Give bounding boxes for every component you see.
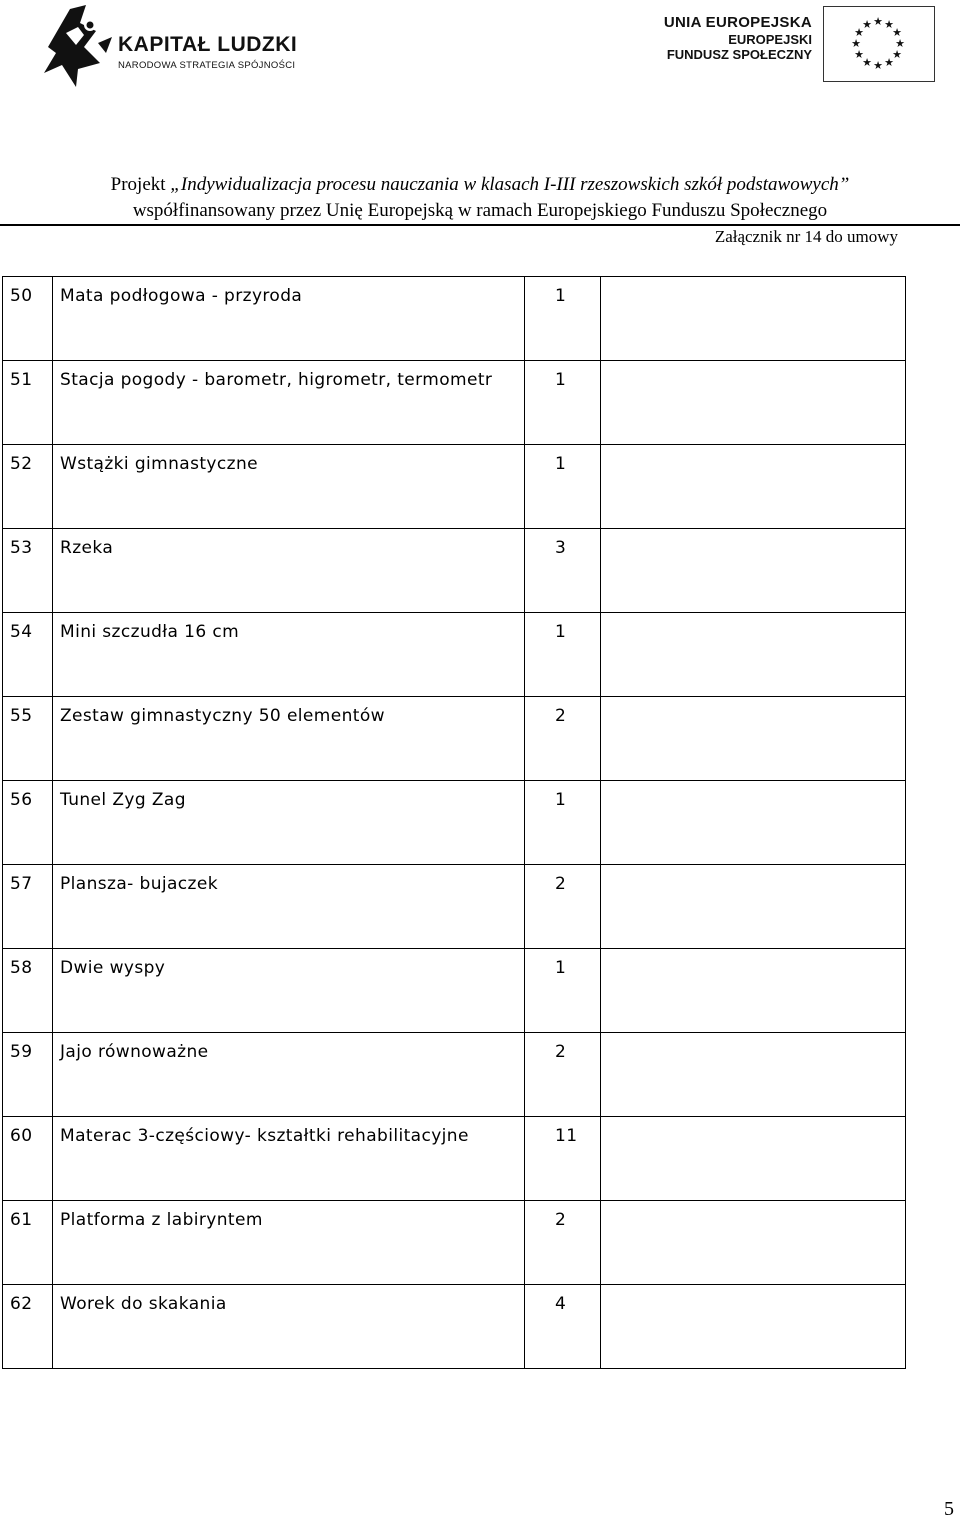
item-name: Tunel Zyg Zag bbox=[53, 781, 525, 865]
table-row bbox=[3, 1285, 906, 1369]
item-quantity: 2 bbox=[525, 865, 601, 949]
svg-text:★: ★ bbox=[862, 18, 872, 31]
item-notes-cell bbox=[601, 445, 906, 529]
eu-logo bbox=[650, 6, 940, 86]
eu-logo-line3: FUNDUSZ SPOŁECZNY bbox=[666, 47, 812, 63]
item-quantity: 1 bbox=[525, 361, 601, 445]
table-row bbox=[3, 697, 906, 781]
eu-logo-line1: UNIA EUROPEJSKA bbox=[663, 14, 812, 31]
item-quantity: 1 bbox=[525, 781, 601, 865]
item-notes-cell bbox=[601, 277, 906, 361]
row-number: 53 bbox=[3, 529, 53, 613]
item-quantity: 3 bbox=[525, 529, 601, 613]
row-number: 50 bbox=[3, 277, 53, 361]
svg-text:★: ★ bbox=[862, 56, 872, 69]
svg-text:★: ★ bbox=[892, 26, 902, 39]
table-row bbox=[3, 1117, 906, 1201]
project-title: „Indywidualizacja procesu nauczania w klasach I-III rzeszowskich szkół podstawowych” bbox=[170, 174, 850, 195]
row-number: 51 bbox=[3, 361, 53, 445]
svg-text:★: ★ bbox=[892, 48, 902, 61]
row-number: 61 bbox=[3, 1201, 53, 1285]
item-name: Wstążki gimnastyczne bbox=[53, 445, 525, 529]
eu-logo-text bbox=[664, 14, 812, 62]
row-number: 62 bbox=[3, 1285, 53, 1369]
svg-text:★: ★ bbox=[884, 56, 894, 69]
table-row bbox=[3, 781, 906, 865]
item-notes-cell bbox=[601, 1117, 906, 1201]
project-title-line bbox=[0, 172, 960, 198]
item-notes-cell bbox=[601, 1201, 906, 1285]
item-quantity: 2 bbox=[525, 1201, 601, 1285]
row-number: 60 bbox=[3, 1117, 53, 1201]
item-notes-cell bbox=[601, 1285, 906, 1369]
kapital-ludzki-subtitle: NARODOWA STRATEGIA SPÓJNOŚCI bbox=[118, 60, 296, 71]
items-table bbox=[2, 276, 906, 1369]
item-quantity: 1 bbox=[525, 277, 601, 361]
items-table-body bbox=[3, 277, 906, 1369]
table-row bbox=[3, 361, 906, 445]
item-notes-cell bbox=[601, 865, 906, 949]
eu-flag-icon bbox=[823, 6, 935, 82]
item-notes-cell bbox=[601, 781, 906, 865]
row-number: 55 bbox=[3, 697, 53, 781]
project-label: Projekt bbox=[110, 174, 166, 195]
item-notes-cell bbox=[601, 697, 906, 781]
item-name: Stacja pogody - barometr, higrometr, termometr bbox=[53, 361, 525, 445]
item-quantity: 2 bbox=[525, 1033, 601, 1117]
item-name: Platforma z labiryntem bbox=[53, 1201, 525, 1285]
svg-text:★: ★ bbox=[851, 37, 861, 50]
item-quantity: 1 bbox=[525, 613, 601, 697]
item-name: Dwie wyspy bbox=[53, 949, 525, 1033]
svg-text:★: ★ bbox=[873, 15, 883, 28]
table-row bbox=[3, 949, 906, 1033]
item-name: Zestaw gimnastyczny 50 elementów bbox=[53, 697, 525, 781]
row-number: 52 bbox=[3, 445, 53, 529]
item-notes-cell bbox=[601, 613, 906, 697]
item-quantity: 4 bbox=[525, 1285, 601, 1369]
kapital-ludzki-logo bbox=[40, 3, 320, 89]
kapital-ludzki-name: KAPITAŁ LUDZKI bbox=[118, 33, 298, 56]
item-quantity: 1 bbox=[525, 445, 601, 529]
row-number: 59 bbox=[3, 1033, 53, 1117]
item-notes-cell bbox=[601, 361, 906, 445]
table-row bbox=[3, 445, 906, 529]
item-name: Rzeka bbox=[53, 529, 525, 613]
item-name: Mata podłogowa - przyroda bbox=[53, 277, 525, 361]
table-row bbox=[3, 1201, 906, 1285]
svg-text:★: ★ bbox=[873, 59, 883, 72]
table-row bbox=[3, 277, 906, 361]
table-row bbox=[3, 529, 906, 613]
row-number: 56 bbox=[3, 781, 53, 865]
page-number: 5 bbox=[944, 1498, 954, 1520]
eu-logo-line2: EUROPEJSKI bbox=[728, 31, 812, 47]
item-name: Materac 3-częściowy- kształtki rehabilitacyjne bbox=[53, 1117, 525, 1201]
item-notes-cell bbox=[601, 529, 906, 613]
table-row bbox=[3, 865, 906, 949]
annex-label: Załącznik nr 14 do umowy bbox=[714, 227, 898, 246]
header-divider bbox=[0, 224, 960, 226]
row-number: 58 bbox=[3, 949, 53, 1033]
table-row bbox=[3, 1033, 906, 1117]
item-name: Plansza- bujaczek bbox=[53, 865, 525, 949]
item-name: Mini szczudła 16 cm bbox=[53, 613, 525, 697]
kapital-ludzki-emblem-icon bbox=[40, 3, 114, 89]
row-number: 57 bbox=[3, 865, 53, 949]
row-number: 54 bbox=[3, 613, 53, 697]
cofinancing-note: współfinansowany przez Unię Europejską w ramach Europejskiego Funduszu Społecznego bbox=[132, 200, 828, 221]
svg-text:★: ★ bbox=[895, 37, 905, 50]
svg-text:★: ★ bbox=[884, 18, 894, 31]
table-row bbox=[3, 613, 906, 697]
item-quantity: 2 bbox=[525, 697, 601, 781]
svg-text:★: ★ bbox=[854, 48, 864, 61]
item-notes-cell bbox=[601, 1033, 906, 1117]
item-quantity: 1 bbox=[525, 949, 601, 1033]
item-notes-cell bbox=[601, 949, 906, 1033]
project-header bbox=[0, 172, 960, 224]
item-quantity: 11 bbox=[525, 1117, 601, 1201]
item-name: Jajo równoważne bbox=[53, 1033, 525, 1117]
item-name: Worek do skakania bbox=[53, 1285, 525, 1369]
svg-text:★: ★ bbox=[854, 26, 864, 39]
